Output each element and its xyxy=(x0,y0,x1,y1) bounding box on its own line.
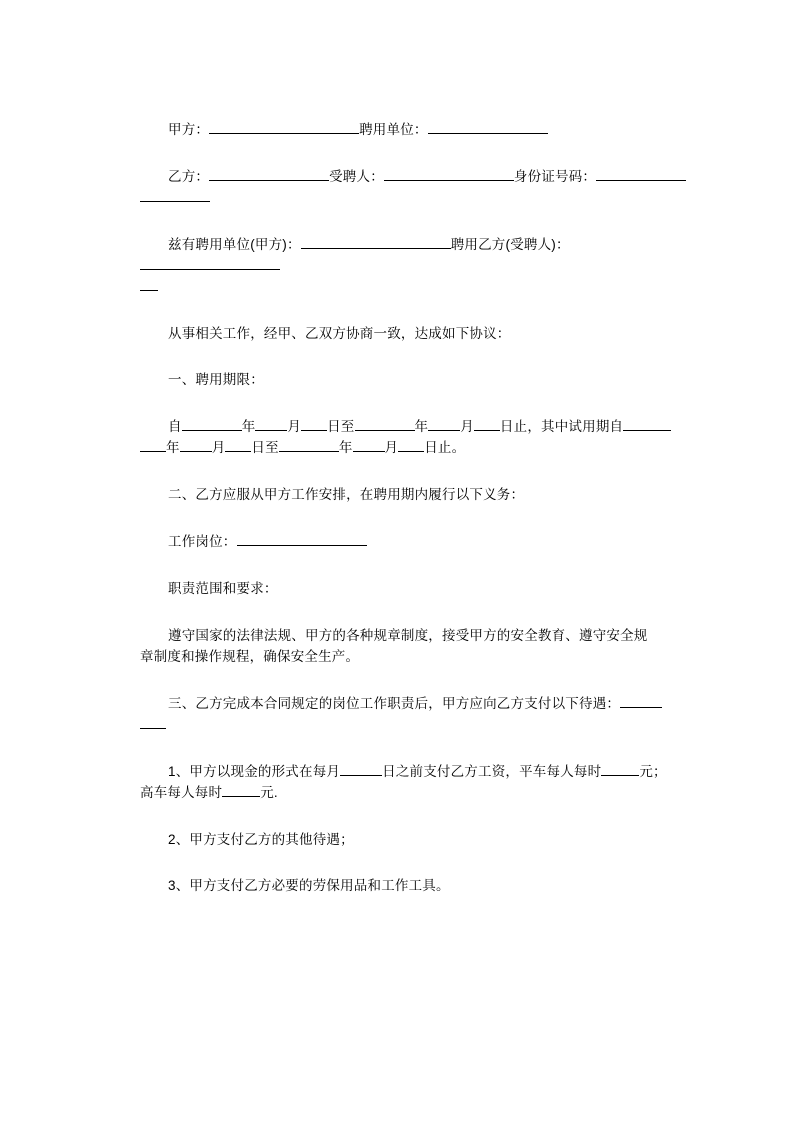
fill-in-blank[interactable] xyxy=(180,438,212,452)
fill-in-blank[interactable] xyxy=(384,167,514,181)
text-run: 章制度和操作规程，确保安全生产。 xyxy=(140,648,360,664)
fill-in-blank[interactable] xyxy=(140,277,158,291)
text-run: 二、乙方应服从甲方工作安排，在聘用期内履行以下义务： xyxy=(168,487,525,503)
fill-in-blank[interactable] xyxy=(209,167,329,181)
paragraph-hereby xyxy=(140,235,698,298)
text-run: 日至 xyxy=(251,440,279,456)
text-run: 月 xyxy=(460,419,474,435)
paragraph-section-1 xyxy=(140,370,698,391)
fill-in-blank[interactable] xyxy=(140,438,166,452)
fill-in-blank[interactable] xyxy=(623,418,671,432)
text-run: 遵守国家的法律法规、甲方的各种规章制度，接受甲方的安全教育、遵守安全规 xyxy=(168,627,648,643)
text-run: 3、甲方支付乙方必要的劳保用品和工作工具。 xyxy=(168,878,450,894)
text-run: 自 xyxy=(168,419,182,435)
fill-in-blank[interactable] xyxy=(355,418,415,432)
text-run: 职责范围和要求： xyxy=(168,581,278,597)
text-run: 日至 xyxy=(327,419,355,435)
text-run: 日止，其中试用期自 xyxy=(499,419,624,435)
paragraph-section-3 xyxy=(140,694,698,736)
text-run: 日之前支付乙方工资，平车每人每时 xyxy=(382,763,602,779)
paragraph-duty-body xyxy=(140,626,698,668)
fill-in-blank[interactable] xyxy=(301,418,327,432)
paragraph-item-3 xyxy=(140,876,698,897)
text-run: 年 xyxy=(338,440,353,456)
paragraph-party-a xyxy=(140,120,698,141)
text-run: 三、乙方完成本合同规定的岗位工作职责后，甲方应向乙方支付以下待遇： xyxy=(168,695,621,711)
text-run: 月 xyxy=(211,440,226,456)
fill-in-blank[interactable] xyxy=(474,418,500,432)
fill-in-blank[interactable] xyxy=(237,532,367,546)
paragraph-term-dates xyxy=(140,417,698,459)
fill-in-blank[interactable] xyxy=(140,256,280,270)
fill-in-blank[interactable] xyxy=(209,120,359,134)
text-run: 元； xyxy=(639,763,667,779)
text-run: 一、聘用期限： xyxy=(168,372,264,388)
text-run: 身份证号码： xyxy=(513,168,597,184)
fill-in-blank[interactable] xyxy=(140,715,166,729)
text-run: 月 xyxy=(287,419,302,435)
text-run: 元. xyxy=(260,784,278,800)
fill-in-blank[interactable] xyxy=(428,120,548,134)
text-run: 工作岗位： xyxy=(168,534,237,550)
fill-in-blank[interactable] xyxy=(340,762,382,776)
fill-in-blank[interactable] xyxy=(279,438,339,452)
text-run: 受聘人： xyxy=(329,168,384,184)
fill-in-blank[interactable] xyxy=(601,762,639,776)
fill-in-blank[interactable] xyxy=(225,438,251,452)
paragraph-section-2 xyxy=(140,485,698,506)
paragraph-duty-title xyxy=(140,579,698,600)
fill-in-blank[interactable] xyxy=(255,418,287,432)
text-run: 2、甲方支付乙方的其他待遇； xyxy=(168,831,354,847)
fill-in-blank[interactable] xyxy=(301,235,451,249)
fill-in-blank[interactable] xyxy=(140,188,210,202)
text-run: 从事相关工作，经甲、乙双方协商一致，达成如下协议： xyxy=(168,325,511,341)
paragraph-item-1 xyxy=(140,762,698,804)
text-run: 日止。 xyxy=(424,440,466,456)
text-run: 聘用乙方(受聘人)： xyxy=(450,236,570,252)
paragraph-agreement-intro xyxy=(140,324,698,345)
text-run: 1、甲方以现金的形式在每月 xyxy=(168,763,341,779)
text-run: 甲方： xyxy=(168,122,210,137)
text-run: 乙方： xyxy=(168,168,210,184)
paragraph-job-post xyxy=(140,532,698,553)
fill-in-blank[interactable] xyxy=(398,438,424,452)
text-run: 年 xyxy=(414,419,429,435)
text-run: 年 xyxy=(166,440,180,456)
document-body xyxy=(140,120,698,897)
text-run: 兹有聘用单位(甲方)： xyxy=(168,236,301,252)
text-run: 年 xyxy=(241,419,256,435)
text-run: 高车每人每时 xyxy=(140,784,223,800)
fill-in-blank[interactable] xyxy=(596,167,686,181)
fill-in-blank[interactable] xyxy=(428,418,460,432)
paragraph-item-2 xyxy=(140,830,698,851)
text-run: 月 xyxy=(384,440,399,456)
fill-in-blank[interactable] xyxy=(620,694,662,708)
paragraph-party-b xyxy=(140,167,698,209)
fill-in-blank[interactable] xyxy=(222,783,260,797)
fill-in-blank[interactable] xyxy=(182,418,242,432)
text-run: 聘用单位： xyxy=(359,122,428,137)
fill-in-blank[interactable] xyxy=(353,438,385,452)
